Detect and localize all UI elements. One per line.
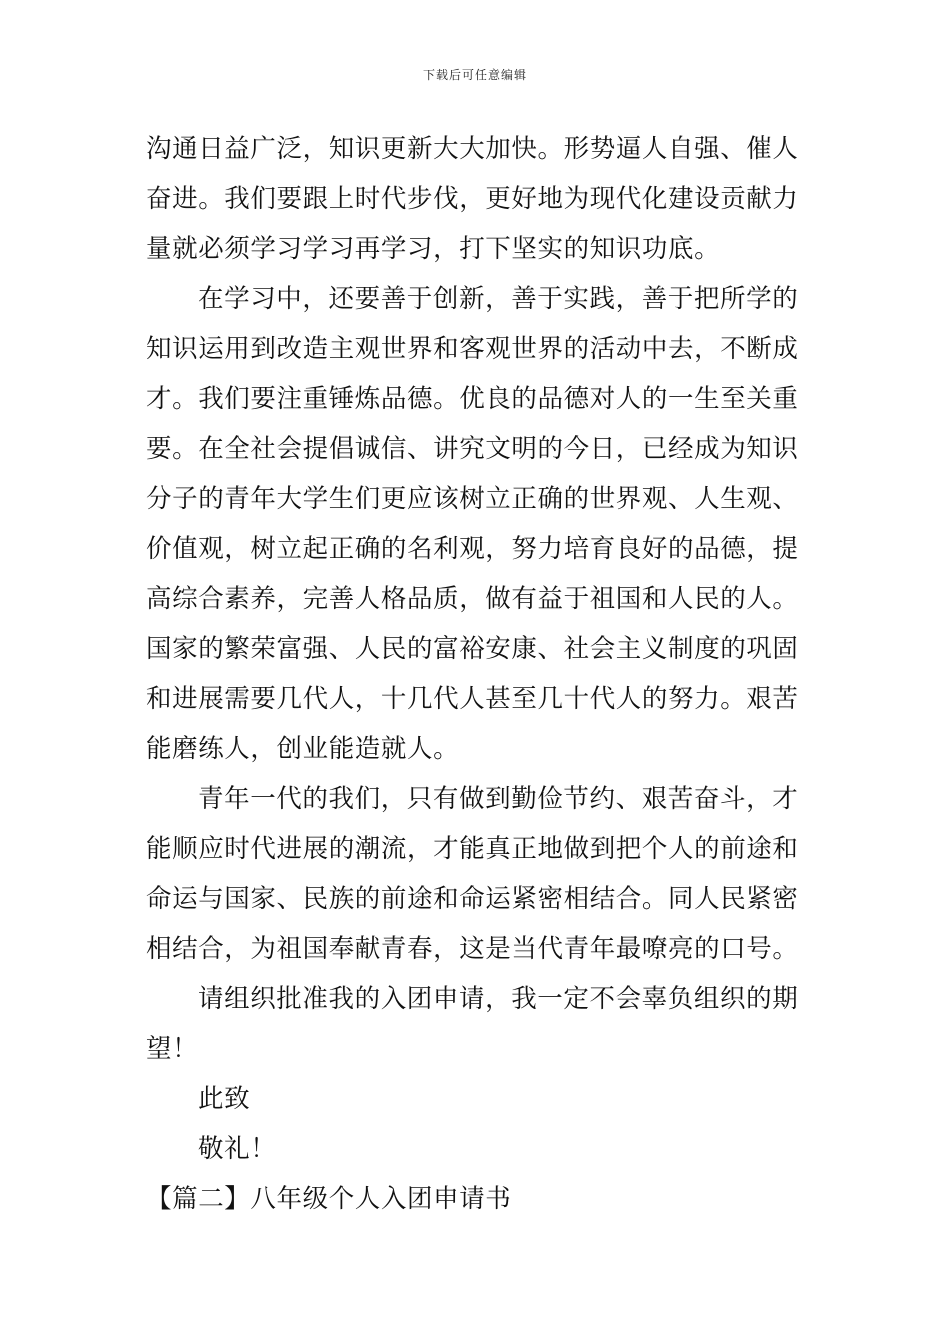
section-heading: 【篇二】八年级个人入团申请书 <box>146 1184 512 1214</box>
text-line: 国家的繁荣富强、人民的富裕安康、社会主义制度的巩固 <box>146 634 799 664</box>
paragraph-start-line: 青年一代的我们，只有做到勤俭节约、艰苦奋斗，才 <box>198 784 799 814</box>
paragraph-start-line: 请组织批准我的入团申请，我一定不会辜负组织的期 <box>198 984 799 1014</box>
text-line: 能顺应时代进展的潮流，才能真正地做到把个人的前途和 <box>146 834 799 864</box>
text-line: 知识运用到改造主观世界和客观世界的活动中去，不断成 <box>146 334 799 364</box>
text-line: 沟通日益广泛，知识更新大大加快。形势逼人自强、催人 <box>146 134 799 164</box>
salutation-line: 敬礼！ <box>198 1134 277 1164</box>
closing-line: 此致 <box>198 1084 251 1114</box>
text-line: 奋进。我们要跟上时代步伐，更好地为现代化建设贡献力 <box>146 184 799 214</box>
text-line: 能磨练人，创业能造就人。 <box>146 734 460 764</box>
document-body <box>146 124 808 1224</box>
text-line: 要。在全社会提倡诚信、讲究文明的今日，已经成为知识 <box>146 434 799 464</box>
text-line: 才。我们要注重锤炼品德。优良的品德对人的一生至关重 <box>146 384 799 414</box>
text-line: 高综合素养，完善人格品质，做有益于祖国和人民的人。 <box>146 584 799 614</box>
text-line: 分子的青年大学生们更应该树立正确的世界观、人生观、 <box>146 484 799 514</box>
text-line: 价值观，树立起正确的名利观，努力培育良好的品德，提 <box>146 534 799 564</box>
text-line: 量就必须学习学习再学习，打下坚实的知识功底。 <box>146 234 721 264</box>
text-line: 命运与国家、民族的前途和命运紧密相结合。同人民紧密 <box>146 884 799 914</box>
header-note: 下载后可任意编辑 <box>422 68 527 82</box>
text-line: 和进展需要几代人，十几代人甚至几十代人的努力。艰苦 <box>146 684 799 714</box>
paragraph-start-line: 在学习中，还要善于创新，善于实践，善于把所学的 <box>198 284 799 314</box>
text-line: 望！ <box>146 1034 199 1064</box>
text-line: 相结合，为祖国奉献青春，这是当代青年最嘹亮的口号。 <box>146 934 799 964</box>
